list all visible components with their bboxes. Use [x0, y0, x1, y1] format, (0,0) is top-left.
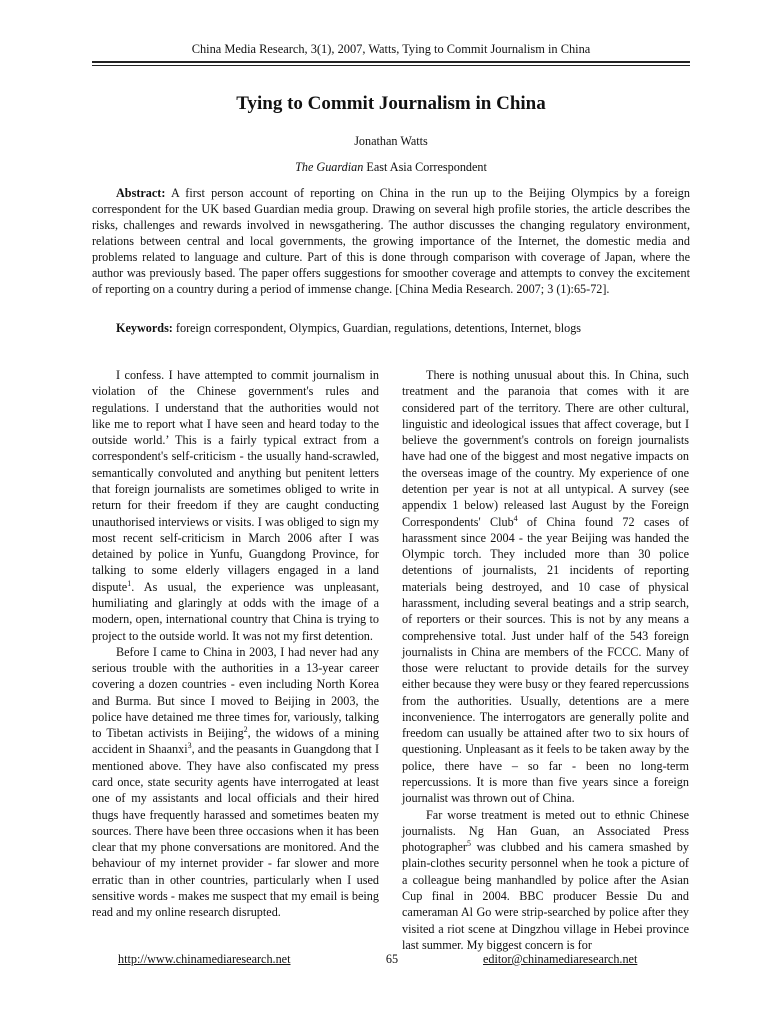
paragraph [402, 807, 689, 954]
paragraph-text: , the widows of a mining accident in Shaanxi [92, 726, 379, 757]
running-header: China Media Research, 3(1), 2007, Watts, Tying to Commit Journalism in China [191, 42, 591, 56]
paragraph-text: Far worse treatment is meted out to ethnic Chinese journalists. Ng Han Guan, an Associated Press photographer [402, 807, 689, 855]
author-affiliation [92, 159, 690, 175]
footnote-marker: 5 [466, 839, 471, 849]
keywords-text: foreign correspondent, Olympics, Guardian, regulations, detentions, Internet, blogs [172, 321, 582, 335]
keywords-label: Keywords: [116, 321, 173, 335]
abstract-text: A first person account of reporting on China in the run up to the Beijing Olympics by a foreign correspondent for the UK based Guardian media group. Drawing on several high profile stories, the article describes the risks, challenges and rewards involved in newsgathering. The author discusses the changing regulatory environment, relations between central and local governments, the growing importance of the Internet, the domestic media and problems related to language and culture. Part of this is done through comparison with coverage of Japan, where the author was previously based. The paper offers suggestions for smoother coverage and attempts to convey the excitement of reporting on a country during a period of immense change. [China Media Research. 2007; 3 (1):65-72]. [92, 186, 690, 296]
paragraph-text: . As usual, the experience was unpleasant, humiliating and glaringly at odds with the image of a modern, open, international country that China is trying to project to the outside world. It was not my first detention. [92, 579, 379, 643]
body-column-left [92, 367, 379, 921]
body-column-right [402, 367, 689, 953]
paragraph-text: Before I came to China in 2003, I had never had any serious trouble with the authorities in a 13-year career covering a dozen countries - even including North Korea and Burma. But since I moved to Beijing in 2003, the police have detained me three times for, variously, talking to Tibetan activists in Beijing [92, 644, 379, 741]
footer-website-link[interactable]: http://www.chinamediaresearch.net [118, 952, 291, 966]
author-name: Jonathan Watts [354, 134, 428, 148]
abstract [92, 185, 690, 297]
paragraph [402, 367, 689, 807]
article-title: Tying to Commit Journalism in China [236, 93, 546, 114]
paragraph-text: of China found 72 cases of harassment since 2004 - the year Beijing was handed the Olympic torch. They included more than 30 police detentions of journalists, 21 incidents of reporting materials being destroyed, and 10 case of physical harassment, including several beatings and a strip search, of reporters or their sources. This is not by any means a comprehensive total. Just under half of the 543 foreign journalists in China are members of the FCCC. Many of those were reluctant to provide details for the survey either because they were busy or they feared repercussions from the authorities. Usually, detentions are a mere inconvenience. The interrogators are generally polite and freedom can usually be attained after two to six hours of questioning. Unpleasant as it feels to be taken away by the police, there have – so far - been no long-term repercussions. It is more than five years since a foreign journalist was thrown out of China. [402, 514, 689, 806]
footer-email-link[interactable]: editor@chinamediaresearch.net [483, 952, 638, 966]
footnote-marker: 2 [243, 725, 248, 735]
abstract-label: Abstract: [116, 186, 166, 200]
footnote-marker: 3 [187, 741, 192, 751]
page-number: 65 [385, 952, 399, 966]
paragraph-text: was clubbed and his camera smashed by plain-clothes security personnel when he took a picture of a colleague being manhandled by police after the Asian Cup final in 2004. BBC producer Bessie Du and cameraman Al Go were strip-searched by police after they visited a riot scene at Dingzhou village in Hebei province last summer. My biggest concern is for [402, 840, 689, 952]
affiliation-publication: The Guardian [295, 160, 364, 174]
affiliation-role: East Asia Correspondent [363, 160, 487, 174]
paragraph-text: I confess. I have attempted to commit journalism in violation of the Chinese government's rules and regulations. I understand that the authorities would not like me to report what I have seen and heard today to the outside world.’ This is a fairly typical extract from a correspondent's self-criticism - the usually hand-scrawled, semantically convoluted and anything but penitent letters that foreign journalists are sometimes obliged to write in return for their freedom if they are caught conducting unauthorised interviews or visits. I was obliged to sign my most recent self-criticism in March 2006 after I was detained by police in Yunfu, Guangdong Province, for talking to some elderly villagers engaged in a land dispute [92, 368, 379, 594]
paragraph-text: There is nothing unusual about this. In China, such treatment and the paranoia that comes with it are considered part of the territory. There are other cultural, linguistic and ideological issues that affect coverage, but I believe the government's controls on foreign journalists have had one of the biggest and most negative impacts on the overseas image of the country. My experience of one detention per year is not at all untypical. A survey (see appendix 1 below) released last August by the Foreign Correspondents' Club [402, 368, 689, 529]
keywords [92, 320, 690, 336]
paragraph [92, 367, 379, 644]
footnote-marker: 1 [127, 578, 132, 588]
footnote-marker: 4 [513, 513, 518, 523]
paragraph-text: , and the peasants in Guangdong that I mentioned above. They have also confiscated my press card once, state security agents have interrogated at least one of my assistants and local officials and their hired thugs have frequently harassed and sometimes beaten my sources. There have been three occasions when it has been clear that my phone conversations are monitored. And the behaviour of my internet provider - far slower and more erratic than in other countries, particularly when I used sensitive words - makes me suspect that my email is being read and my online research disrupted. [92, 742, 379, 920]
header-rule-thin [92, 65, 690, 66]
paragraph [92, 644, 379, 921]
header-rule-thick [92, 61, 690, 63]
